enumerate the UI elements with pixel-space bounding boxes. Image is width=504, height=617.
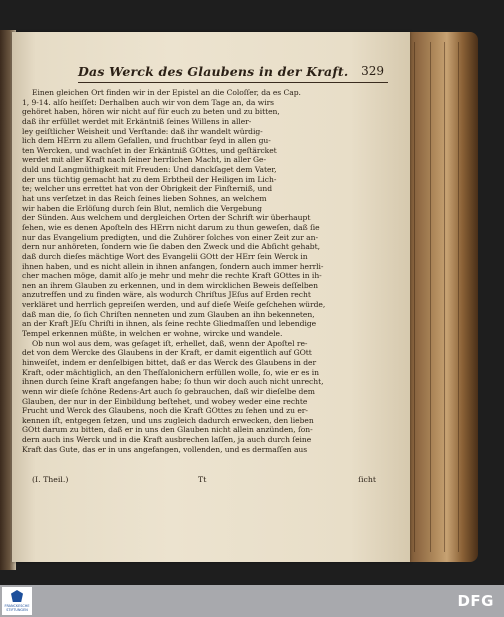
text-line: cher machen möge, damit alſo je mehr und mehr die rechte Kraft GOttes in ih- xyxy=(22,271,322,281)
text-line: wir haben die Erlöſung durch ſein Blut, nemlich die Vergebung xyxy=(22,203,262,213)
text-line: daß man die, ſo ſich Chriſten nenneten und zum Glauben an ihn bekenneten, xyxy=(22,309,315,319)
text-line: Einen gleichen Ort finden wir in der Epistel an die Coloſſer, da es Cap. xyxy=(32,88,301,97)
text-line: der uns tüchtig gemacht hat zu dem Erbtheil der Heiligen im Lich- xyxy=(22,174,277,184)
text-line: dern nur anhöreten, ſondern wie ſie daben den Zweck und die Abſicht gehabt, xyxy=(22,242,320,252)
text-line: duld und Langmüthigkeit mit Freuden: Und danckſaget dem Vater, xyxy=(22,165,277,175)
text-line: der Sünden. Aus welchem und dergleichen Orten der Schrift wir überhaupt xyxy=(22,213,311,223)
emblem-icon xyxy=(11,590,23,602)
text-line: det von dem Wercke des Glaubens in der Kraft, er damit eigentlich auf GOtt xyxy=(22,348,312,358)
text-line: Tempel erkennen müßte, in welchen er wohne, wircke und wandele. xyxy=(22,329,283,339)
text-line: werdet mit aller Kraft nach ſeiner herrlichen Macht, in aller Ge- xyxy=(22,155,267,165)
text-line: nur das Evangelium predigten, und die Zuhörer ſolches von einer Zeit zur an- xyxy=(22,232,319,242)
text-line: Ob nun wol aus dem, was geſaget iſt, erhellet, daß, wenn der Apoſtel re- xyxy=(32,338,308,348)
institution-logo[interactable] xyxy=(2,587,32,615)
header-rule xyxy=(78,82,388,83)
text-line: daß durch dieſes mächtige Wort des Evangelii GOtt der HErr ſein Werck in xyxy=(22,251,308,261)
text-line: Frucht und Werck des Glaubens, noch die Kraft GOttes zu ſehen und zu er- xyxy=(22,406,308,416)
text-line: ley geiſtlicher Weisheit und Verſtande: daß ihr wandelt würdig- xyxy=(22,126,263,136)
logo-caption: FRANCKESCHE STIFTUNGEN xyxy=(4,604,30,612)
page-footer xyxy=(22,475,394,487)
text-line: Kraft das Gute, das er in uns angefangen, vollenden, und es dermaſſen aus xyxy=(22,444,308,454)
dfg-logo[interactable]: DFG xyxy=(457,592,494,610)
text-line: Kraft, oder mächtiglich, an den Theſſalonichern erfüllen wolle, ſo, wie er es in xyxy=(22,367,319,377)
catchword: ſicht xyxy=(358,475,376,484)
text-line: GOtt darum zu bitten, daß er in uns den Glauben nicht allein anzünden, ſon- xyxy=(22,425,313,435)
viewer-bottom-bar xyxy=(0,585,504,617)
text-line: nen an ihrem Glauben zu erkennen, und in dem wircklichen Beweis deſſelben xyxy=(22,280,318,290)
running-title: Das Werck des Glaubens in der Kraft. xyxy=(78,64,349,79)
text-line: an der Kraft JEſu Chriſti in ihnen, als ſeine rechte Gliedmaſſen und lebendige xyxy=(22,319,317,329)
page-block-edge xyxy=(400,32,478,562)
text-line: te; welcher uns errettet hat von der Obrigkeit der Finſterniß, und xyxy=(22,184,273,194)
text-line: hinweiſet, indem er denſelbigen bittet, daß er das Werck des Glaubens in der xyxy=(22,357,317,367)
text-line: ihnen haben, und es nicht allein in ihnen anfangen, ſondern auch immer herrli- xyxy=(22,261,324,271)
text-line: lich dem HErrn zu allem Gefallen, und fruchtbar ſeyd in allen gu- xyxy=(22,136,271,146)
text-line: hat uns verſetzet in das Reich ſeines lieben Sohnes, an welchem xyxy=(22,194,267,204)
text-line: ſehen, wie es denen Apoſteln des HErrn nicht darum zu thun geweſen, daß ſie xyxy=(22,222,320,232)
text-line: 1, 9-14. alſo heiſſet: Derhalben auch wir von dem Tage an, da wirs xyxy=(22,97,275,107)
text-line: anzutreffen und zu finden wäre, als wodurch Chriſtus JEſus auf Erden recht xyxy=(22,290,311,300)
text-line: verkläret und herrlich gepreiſen werden, und auf dieſe Weiſe geſchehen würde, xyxy=(22,300,326,310)
text-line: dern auch ins Werck und in die Kraft ausbrechen laſſen, ja auch durch ſeine xyxy=(22,435,312,445)
text-line: daß ihr erfüllet werdet mit Erkäntniß ſeines Willens in aller- xyxy=(22,116,252,126)
text-line: ten Wercken, und wachſet in der Erkäntniß GOttes, und geſtärcket xyxy=(22,145,277,155)
gathering-mark: Tt xyxy=(198,475,207,484)
text-line: kennen iſt, entgegen ſetzen, und uns zugleich dadurch erwecken, den lieben xyxy=(22,415,314,425)
text-line: wenn wir dieſe ſchöne Redens-Art auch ſo gebrauchen, daß wir dieſelbe dem xyxy=(22,386,315,396)
body-text xyxy=(22,88,394,454)
running-header xyxy=(78,62,394,84)
page-number: 329 xyxy=(361,64,384,78)
signature-mark: (I. Theil.) xyxy=(32,475,69,484)
text-line: gehöret haben, hören wir nicht auf für euch zu beten und zu bitten, xyxy=(22,107,280,117)
text-line: ihnen durch ſeine Kraft angefangen habe; ſo thun wir doch auch nicht unrecht, xyxy=(22,377,324,387)
text-line: Glauben, der nur in der Einbildung beſtehet, und wobey weder eine rechte xyxy=(22,396,308,406)
